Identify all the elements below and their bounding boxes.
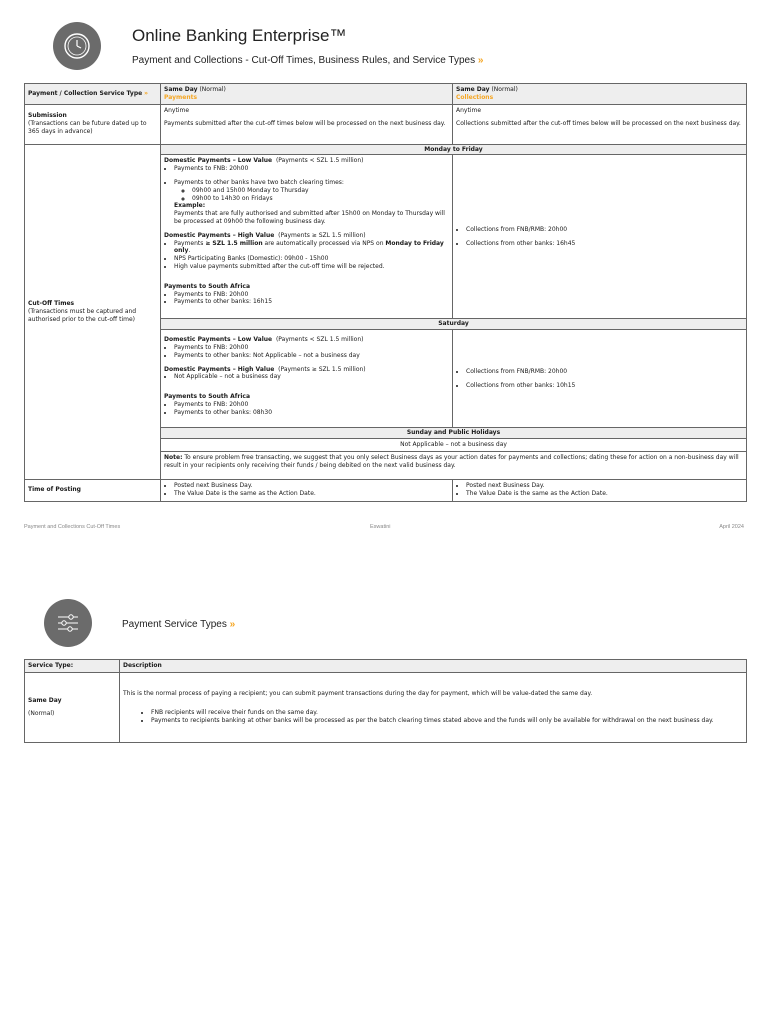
list-item: • Payments to FNB: 20h00 (174, 401, 449, 409)
service-desc-list (123, 709, 743, 725)
sunday-band: Sunday and Public Holidays (161, 428, 747, 439)
list-item: • Posted next Business Day. (174, 482, 449, 490)
service-header-type: Service Type: (25, 660, 120, 673)
mf-low-heading: Domestic Payments – Low Value (Payments < SZL 1.5 million) (164, 157, 364, 165)
submission-collections-text: Collections submitted after the cut-off times below will be processed on the next business day. (456, 120, 741, 128)
mf-high-heading: Domestic Payments – High Value (Payments ≥ SZL 1.5 million) (164, 231, 366, 239)
list-item: ◦ 09h00 and 15h00 Monday to Thursday (192, 187, 449, 195)
service-types-table (24, 659, 747, 743)
sat-sa-heading: Payments to South Africa (164, 393, 251, 401)
logo-sliders (44, 599, 92, 647)
posting-row (25, 479, 747, 501)
clock-icon (62, 31, 92, 61)
service-row (25, 672, 747, 742)
submission-payments-anytime: Anytime (164, 106, 190, 114)
list-item: • Payments to FNB: 20h00 (174, 344, 449, 352)
list-item: • Collections from FNB/RMB: 20h00 (466, 226, 743, 234)
list-item: • Posted next Business Day. (466, 482, 743, 490)
list-item: • High value payments submitted after the cut-off time will be rejected. (174, 263, 449, 271)
list-item: • Collections from other banks: 10h15 (466, 382, 743, 390)
header-collections (453, 84, 747, 105)
sliders-icon (53, 608, 83, 638)
sat-collections-list-2 (456, 382, 743, 390)
mf-collections-list (456, 226, 743, 234)
mf-high-list (164, 240, 449, 271)
table-header-row (25, 84, 747, 105)
service-header-row (25, 660, 747, 673)
sat-low-list (164, 344, 449, 360)
cutoff-label-cell (25, 144, 161, 479)
posting-payments-list (164, 482, 449, 498)
header-payments-bold: Same Day (164, 86, 198, 93)
submission-collections-anytime: Anytime (456, 106, 482, 114)
mon-fri-band: Monday to Friday (161, 144, 747, 155)
mf-sa-heading: Payments to South Africa (164, 282, 251, 290)
list-item: • Payments to FNB: 20h00 (174, 165, 449, 173)
header-service-type (25, 84, 161, 105)
list-item: • Payments to other banks: 08h30 (174, 409, 449, 417)
mf-batch-list (174, 187, 449, 203)
posting-label: Time of Posting (28, 486, 81, 494)
sunday-text: Not Applicable – not a business day (161, 438, 747, 451)
cutoff-table (24, 83, 747, 502)
page-subtitle (132, 54, 483, 67)
list-item: • Collections from FNB/RMB: 20h00 (466, 368, 743, 376)
note-label: Note: (164, 453, 183, 461)
posting-payments-cell (161, 479, 453, 501)
header-collections-sub: Collections (456, 93, 494, 101)
service-desc-text: This is the normal process of paying a recipient; you can submit payment transactions during the day for payment, which will be value-dated the same day. (123, 689, 593, 697)
mf-low-list-2 (164, 179, 449, 202)
submission-label: Submission (28, 112, 67, 120)
posting-label-cell (25, 479, 161, 501)
service-type-sub: (Normal) (28, 710, 55, 718)
header-payments-sub: Payments (164, 93, 198, 101)
saturday-payments-cell (161, 330, 453, 428)
section-title (122, 618, 235, 631)
footer-left: Payment and Collections Cut-Off Times (24, 524, 121, 530)
section-title-text: Payment Service Types (122, 619, 227, 630)
submission-label-cell (25, 104, 161, 144)
service-type-cell (25, 672, 120, 742)
list-item: • FNB recipients will receive their funds on the same day. (151, 709, 743, 717)
header-payments (161, 84, 453, 105)
service-desc-cell (120, 672, 747, 742)
submission-row (25, 104, 747, 144)
chevron-icon: » (477, 55, 484, 66)
mon-fri-band-row (25, 144, 747, 155)
header-service-type-label: Payment / Collection Service Type (28, 89, 143, 97)
sat-collections-list (456, 368, 743, 376)
sat-sa-list (164, 401, 449, 417)
footer-center: Eswatini (370, 524, 391, 530)
sat-high-list (164, 373, 449, 381)
service-header-desc: Description (120, 660, 747, 673)
list-item: • The Value Date is the same as the Action Date. (466, 490, 743, 498)
page-subtitle-text: Payment and Collections - Cut-Off Times, Business Rules, and Service Types (132, 55, 476, 66)
cutoff-note: (Transactions must be captured and authorised prior to the cut-off time) (28, 307, 137, 323)
list-item: • Payments to FNB: 20h00 (174, 291, 449, 299)
cutoff-label: Cut-Off Times (28, 299, 75, 307)
submission-payments-cell (161, 104, 453, 144)
list-item: • Payments to other banks have two batch clearing times: ◦ 09h00 and 15h00 Monday to Thursday ◦ 09h00 to 14h30 on Fridays (174, 179, 449, 202)
logo-clock (53, 22, 101, 70)
footer-right: April 2024 (719, 524, 744, 530)
saturday-collections-cell (453, 330, 747, 428)
list-item: • Payments ≥ SZL 1.5 million are automatically processed via NPS on Monday to Friday only. (174, 240, 449, 256)
saturday-band: Saturday (161, 319, 747, 330)
service-type-label: Same Day (28, 696, 62, 704)
list-item: • Payments to recipients banking at other banks will be processed as per the batch clearing times stated above and the funds will only be available for withdrawal on the next business day. (151, 717, 743, 725)
list-item: • Payments to other banks: Not Applicable – not a business day (174, 352, 449, 360)
page-title: Online Banking Enterprise™ (132, 26, 347, 45)
submission-payments-text: Payments submitted after the cut-off times below will be processed on the next business day. (164, 120, 446, 128)
chevron-icon: » (144, 89, 149, 97)
submission-collections-cell (453, 104, 747, 144)
chevron-icon: » (229, 619, 236, 630)
header-collections-normal: (Normal) (489, 86, 518, 93)
list-item: • Payments to other banks: 16h15 (174, 298, 449, 306)
list-item: • NPS Participating Banks (Domestic): 09h00 - 15h00 (174, 255, 449, 263)
note-cell (161, 451, 747, 479)
mon-fri-collections-cell (453, 155, 747, 319)
sat-low-heading: Domestic Payments – Low Value (Payments < SZL 1.5 million) (164, 336, 364, 344)
mf-collections-list-2 (456, 240, 743, 248)
header-payments-normal: (Normal) (197, 86, 226, 93)
mon-fri-payments-cell (161, 155, 453, 319)
list-item: • The Value Date is the same as the Action Date. (174, 490, 449, 498)
posting-collections-cell (453, 479, 747, 501)
mf-sa-list (164, 291, 449, 307)
sat-high-heading: Domestic Payments – High Value (Payments ≥ SZL 1.5 million) (164, 365, 366, 373)
mf-example: Example: Payments that are fully authorised and submitted after 15h00 on Monday to Thursday will be processed at 09h00 the following business day. (174, 202, 445, 225)
mf-low-list (164, 165, 449, 173)
submission-note: (Transactions can be future dated up to 365 days in advance) (28, 120, 147, 135)
posting-collections-list (456, 482, 743, 498)
note-text: To ensure problem free transacting, we suggest that you only select Business days as your action dates for payments and collections; dating these for action on a non-business day will result in your recipients only receiving their funds / being debited on the next valid business day. (164, 453, 739, 469)
list-item: • Collections from other banks: 16h45 (466, 240, 743, 248)
list-item: ◦ 09h00 to 14h30 on Fridays (192, 195, 449, 203)
list-item: • Not Applicable – not a business day (174, 373, 449, 381)
header-collections-bold: Same Day (456, 86, 490, 93)
